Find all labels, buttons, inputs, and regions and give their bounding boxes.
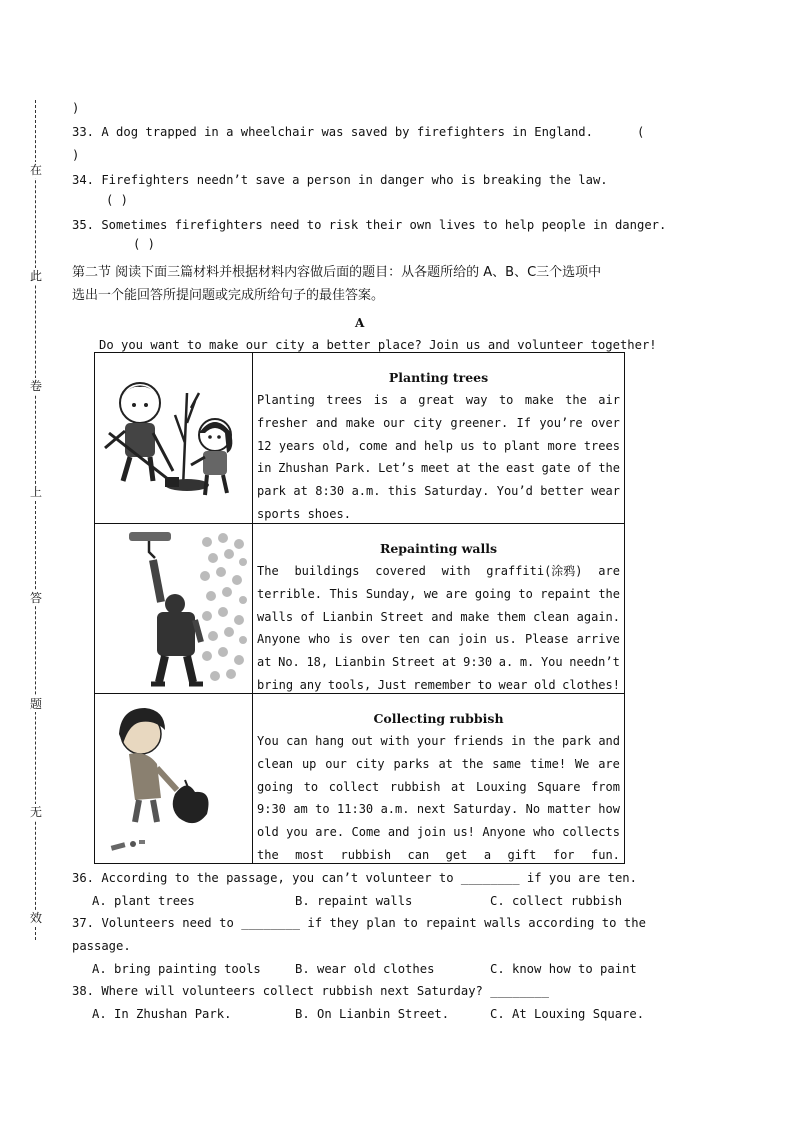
word: can [286, 734, 308, 748]
word: clothes! [562, 677, 620, 692]
word: time! [529, 756, 567, 771]
activity-line [257, 583, 620, 606]
question-34: 34. Firefighters needn’t save a person in danger who is breaking the law. [72, 173, 608, 187]
margin-char: 答 [29, 591, 42, 605]
word: 9:30 [463, 655, 493, 670]
word: in [257, 461, 272, 476]
word: fresher [257, 415, 308, 430]
question-36: 36. According to the passage, you can’t volunteer to ________ if you are ten. [72, 871, 637, 885]
word: You [540, 655, 563, 670]
word: buildings [294, 564, 360, 578]
word: more [547, 438, 577, 453]
word: are [445, 586, 468, 601]
word: If [516, 415, 531, 430]
activity-row-planting [95, 353, 624, 523]
activity-line: sports shoes. [257, 506, 351, 521]
word: most [295, 847, 325, 862]
activity-title: Planting trees [388, 370, 489, 385]
word: Lianbin [334, 655, 386, 670]
q36-option-c[interactable]: C. collect rubbish [490, 894, 623, 908]
word: at [456, 461, 471, 476]
word: a. [498, 655, 514, 670]
word: with [441, 564, 471, 578]
activity-line [257, 435, 620, 458]
word: with [380, 734, 410, 748]
activity-line [257, 480, 620, 503]
word: arrive [576, 632, 620, 647]
word: to [403, 916, 418, 930]
word: rubbish [389, 779, 441, 794]
word: clean [257, 756, 294, 771]
question-38: 38. Where will volunteers collect rubbish next Saturday? ________ [72, 984, 549, 998]
word: great [418, 393, 455, 407]
q35-answer-blank[interactable]: ( ) [133, 237, 156, 251]
word: can [407, 847, 430, 862]
word: are [598, 756, 620, 771]
q38-option-a[interactable]: A. In Zhushan Park. [92, 1007, 232, 1021]
word: plan [366, 916, 396, 930]
word: rubbish [340, 847, 392, 862]
word: at [257, 655, 272, 670]
word: of [577, 461, 592, 476]
passage-label: A [355, 316, 365, 330]
word: out [351, 734, 374, 748]
word: m. [519, 655, 535, 670]
word: any [299, 677, 322, 692]
word: can [428, 632, 450, 647]
word: and [387, 825, 410, 840]
word: and [315, 415, 338, 430]
question-35: 35. Sometimes firefighters need to risk their own lives to help people in danger. [72, 218, 667, 232]
word: at [293, 484, 308, 499]
word: according [528, 916, 595, 930]
word: Anyone [257, 632, 301, 647]
word: Saturday. [424, 484, 490, 499]
word: if [307, 916, 323, 930]
word: a.m. [380, 802, 410, 817]
word: You [257, 734, 279, 748]
word: Zhushan [278, 461, 329, 476]
word: make [524, 393, 554, 407]
word: is [373, 393, 389, 407]
question-37-line1 [72, 916, 646, 930]
word: Anyone [482, 825, 526, 840]
word: terrible. [257, 586, 323, 601]
word: park [257, 484, 286, 499]
activity-line [257, 389, 620, 412]
section-instruction-line2: 选出一个能回答所提问题或完成所给句子的最佳答案。 [72, 288, 385, 303]
word: bring [257, 677, 294, 692]
word: to [219, 916, 234, 930]
margin-char: 卷 [29, 379, 42, 393]
word: 18, [306, 655, 329, 670]
word: This [329, 586, 359, 601]
activity-title: Collecting rubbish [373, 711, 504, 726]
word: graffiti(涂鸦) [486, 564, 583, 578]
activity-line [257, 753, 620, 776]
word: at [442, 655, 457, 670]
volunteer-activities-table [94, 352, 625, 864]
word: No [525, 802, 541, 817]
word: 37. [72, 916, 95, 930]
word: years [278, 438, 315, 453]
word: ten [398, 632, 420, 647]
q38-option-c[interactable]: C. At Louxing Square. [490, 1007, 645, 1021]
word: at [438, 756, 453, 771]
word: friends [453, 734, 504, 748]
word: trees [326, 393, 363, 407]
word: get [445, 847, 468, 862]
word: join [458, 632, 487, 647]
word: matter [547, 802, 591, 817]
activity-text-repainting [257, 524, 620, 697]
word: at [450, 779, 466, 794]
question-33: 33. A dog trapped in a wheelchair was saved by firefighters in England. [72, 125, 593, 139]
word: Park. [335, 461, 372, 476]
word: to [477, 677, 492, 692]
word: collects [562, 825, 620, 840]
q36-option-b[interactable]: B. repaint walls [295, 894, 413, 908]
activity-line [257, 628, 620, 651]
word: No. [278, 655, 300, 670]
word: collect [328, 779, 380, 794]
word: and [394, 438, 417, 453]
word: Street [392, 655, 436, 670]
word: repaint [425, 916, 477, 930]
word: is [338, 632, 353, 647]
word: next [416, 802, 446, 817]
margin-char: 在 [29, 163, 42, 177]
word: repaint [540, 586, 591, 601]
activity-row-repainting [95, 523, 624, 693]
activity-line [257, 730, 620, 753]
word: fun. [591, 847, 620, 862]
word: us [460, 438, 475, 453]
word: up [301, 756, 317, 771]
word: The [257, 564, 279, 578]
word: city [355, 756, 385, 771]
q37-option-a[interactable]: A. bring painting tools [92, 962, 261, 976]
word: our [383, 415, 405, 430]
word: walls [484, 916, 521, 930]
activity-row-collecting [95, 693, 624, 863]
word: to [601, 916, 617, 930]
word: Please [525, 632, 569, 647]
word: the [461, 756, 484, 771]
q34-answer-blank[interactable]: ( ) [106, 193, 129, 207]
word: join [416, 825, 446, 840]
word: Volunteers [101, 916, 175, 930]
word: Come [351, 825, 381, 840]
word: park [562, 734, 591, 748]
word: Square [537, 779, 581, 794]
word: are [598, 564, 620, 578]
word: 9:30 [257, 802, 286, 817]
word: the [477, 461, 500, 476]
activity-line [257, 606, 620, 629]
word: come [358, 438, 388, 453]
word: You’d [496, 484, 533, 499]
activity-line [257, 457, 620, 480]
word: walls [257, 609, 294, 624]
word: old [257, 825, 279, 840]
word: our [325, 756, 347, 771]
word: wear [591, 484, 620, 499]
word: tools, [327, 677, 372, 692]
word: the [598, 586, 620, 601]
word: in [511, 734, 526, 748]
word: to [482, 438, 497, 453]
word: of [300, 609, 316, 624]
word: to [315, 802, 330, 817]
word: east [506, 461, 535, 476]
word: to [518, 586, 533, 601]
word: they [329, 916, 359, 930]
word: am [293, 802, 308, 817]
word: hang [315, 734, 345, 748]
word: 11:30 [337, 802, 374, 817]
word: who [308, 632, 331, 647]
word: plant [504, 438, 541, 453]
word: your [416, 734, 446, 748]
word: you [286, 825, 308, 840]
word: the [598, 461, 620, 476]
word: over [591, 415, 620, 430]
word: over [361, 632, 391, 647]
word: make [460, 609, 490, 624]
word: clean [533, 609, 570, 624]
word: a.m. [351, 484, 381, 499]
word: old, [322, 438, 352, 453]
word: ________ [241, 916, 300, 930]
word: Let’s [378, 461, 415, 476]
children-planting-tree-illustration [95, 353, 253, 523]
q37-option-b[interactable]: B. wear old clothes [295, 962, 435, 976]
word: city [413, 415, 443, 430]
word: us! [453, 825, 475, 840]
margin-char: 题 [29, 697, 42, 711]
word: to [498, 393, 514, 407]
margin-char: 无 [29, 805, 42, 819]
q37-option-c[interactable]: C. know how to paint [490, 962, 637, 976]
word: gate [541, 461, 571, 476]
word: Sunday, [365, 586, 417, 601]
activity-text-planting [257, 353, 620, 526]
word: the [623, 916, 646, 930]
margin-char: 此 [29, 269, 42, 283]
word: We [574, 756, 590, 771]
word: trees [583, 438, 620, 453]
word: the [257, 847, 279, 862]
word: a [483, 847, 492, 862]
word: Louxing [476, 779, 527, 794]
q36-option-a[interactable]: A. plant trees [92, 894, 195, 908]
word: Saturday. [453, 802, 519, 817]
word: needn’t [569, 655, 620, 670]
word: and [598, 734, 620, 748]
word: you’re [539, 415, 583, 430]
word: remember [413, 677, 471, 692]
word: wear [498, 677, 528, 692]
word: meet [420, 461, 450, 476]
word: air [598, 393, 620, 407]
q38-option-b[interactable]: B. On Lianbin Street. [295, 1007, 450, 1021]
word: are. [315, 825, 345, 840]
word: the [532, 734, 555, 748]
word: make [345, 415, 375, 430]
activity-line [257, 412, 620, 435]
word: Planting [257, 393, 315, 407]
word: 12 [257, 438, 272, 453]
word: to [303, 779, 319, 794]
activity-line [257, 844, 620, 867]
word: who [533, 825, 555, 840]
word: Just [377, 677, 407, 692]
activity-line [257, 651, 620, 674]
word: need [182, 916, 212, 930]
word: going [257, 779, 294, 794]
word: Street [380, 609, 424, 624]
word: 8:30 [315, 484, 345, 499]
activity-text-collecting [257, 694, 620, 867]
activity-line [257, 798, 620, 821]
word: help [424, 438, 453, 453]
passage-intro: Do you want to make our city a better place? Join us and volunteer together! [99, 338, 657, 352]
word: parks [393, 756, 430, 771]
word: going [474, 586, 511, 601]
word: better [540, 484, 584, 499]
word: how [598, 802, 620, 817]
q33-paren-open: ( [637, 125, 645, 139]
child-collecting-rubbish-illustration [95, 694, 253, 863]
word: we [423, 586, 439, 601]
word: covered [375, 564, 426, 578]
word: this [387, 484, 417, 499]
word: old [533, 677, 556, 692]
activity-line [257, 560, 620, 583]
word: Lianbin [322, 609, 374, 624]
activity-title: Repainting walls [379, 541, 498, 556]
q32-tail: ) [72, 101, 80, 115]
question-37-line2: passage. [72, 939, 131, 953]
word: same [492, 756, 522, 771]
word: them [496, 609, 526, 624]
activity-line [257, 821, 620, 844]
q33-paren-close: ) [72, 148, 80, 162]
section-instruction-line1: 第二节 阅读下面三篇材料并根据材料内容做后面的题目：从各题所给的 A、B、C三个选项中 [72, 265, 602, 280]
word: gift [507, 847, 537, 862]
margin-char: 效 [29, 911, 42, 925]
activity-line [257, 776, 620, 799]
word: from [591, 779, 620, 794]
word: again. [576, 609, 620, 624]
word: way [465, 393, 488, 407]
man-painting-wall-illustration [95, 524, 253, 693]
margin-char: 上 [29, 485, 42, 499]
word: a [399, 393, 407, 407]
word: for [552, 847, 575, 862]
word: the [565, 393, 587, 407]
word: us. [495, 632, 517, 647]
word: greener. [450, 415, 509, 430]
word: and [431, 609, 453, 624]
